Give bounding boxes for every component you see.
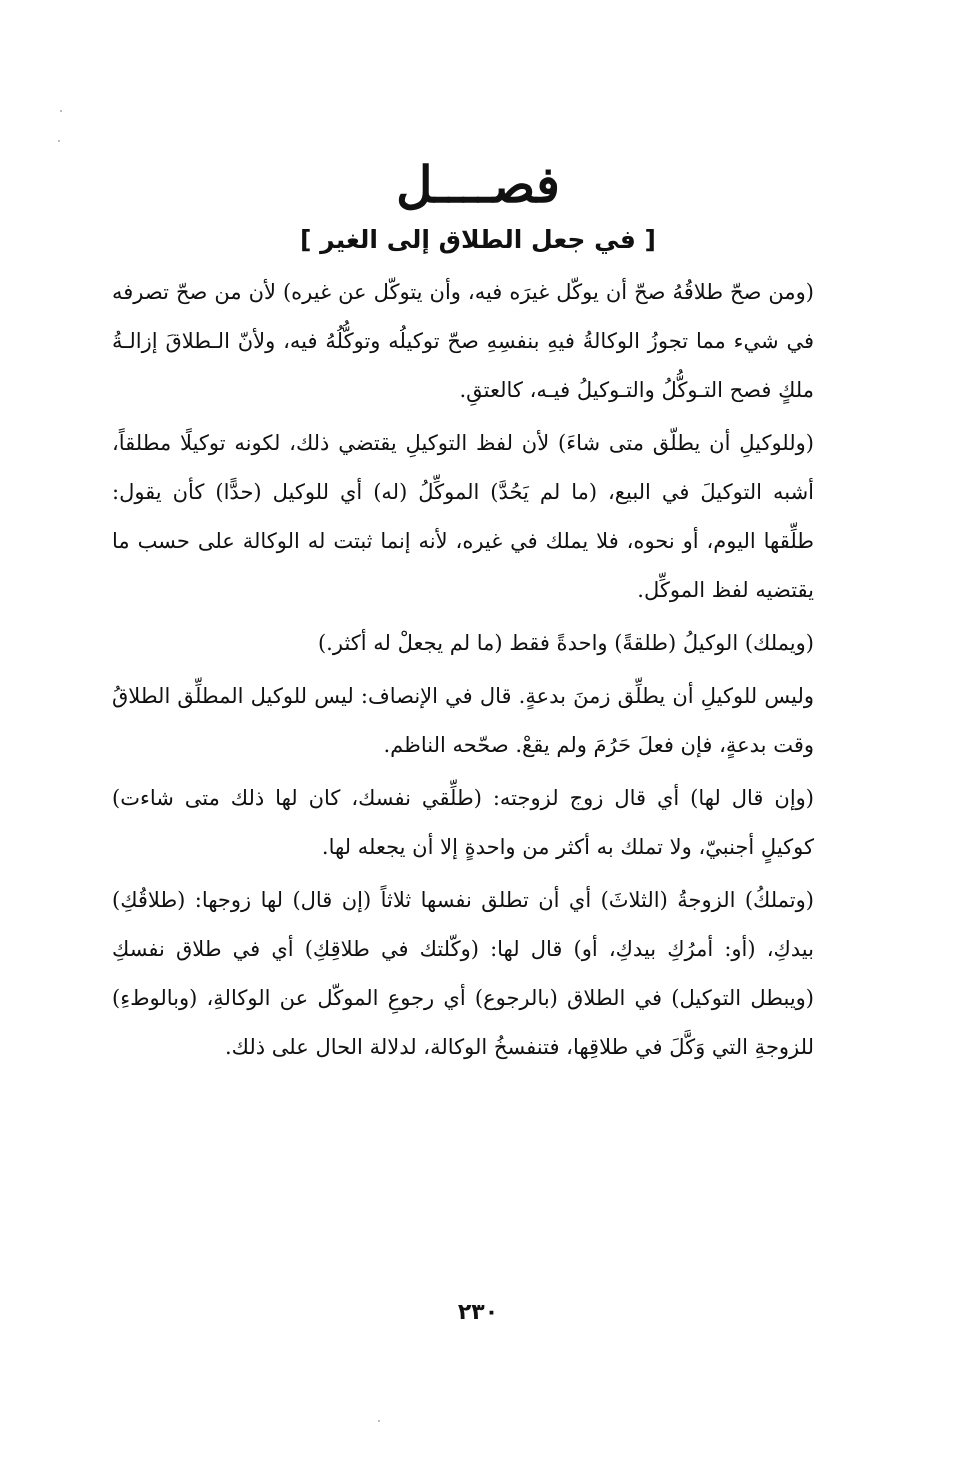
scan-speck — [60, 110, 62, 112]
paragraph: (وتملكُ) الزوجةُ (الثلاثَ) أي أن تطلق نفسها ثلاثاً (إن قال) لها زوجها: (طلاقُكِ) بيدكِ، (أو: أمرُكِ بيدكِ، أو) قال لها: (وكّلتك في طلاقِكِ) أي في طلاق نفسكِ (ويبطل التوكيل) في الطلاق (بالرجوع) أي رجوعِ الموكّل عن الوكالةِ، (وبالوطءِ) للزوجةِ التي وَكَّلَ في طلاقِها، فتنفسخُ الوكالة، لدلالة الحال على ذلك. — [112, 888, 814, 1059]
section-subtitle: [ في جعل الطلاق إلى الغير ] — [300, 225, 656, 254]
paragraph: (ومن صحّ طلاقُهُ صحّ أن يوكّل غيرَه فيه، وأن يتوكّل عن غيره) لأن من صحّ تصرفه في شيء مما تجوزُ الوكالةُ فيهِ بنفسِهِ صحّ توكيلُه وتوكُّلُهُ فيه، ولأنّ الـطلاقَ إزالـةُ ملكٍ فصح التـوكُّلُ والتـوكيلُ فيـه، كالعتقِ. — [112, 280, 814, 402]
page-number: ٢٣٠ — [457, 1300, 499, 1325]
paragraph: (وللوكيلِ أن يطلّق متى شاءَ) لأن لفظ التوكيلِ يقتضي ذلك، لكونه توكيلًا مطلقاً، أشبه التوكيلَ في البيع، (ما لم يَحُدَّ) الموكِّلُ (له) أي للوكيل (حدًّا) كأن يقول: طلِّقها اليوم، أو نحوه، فلا يملك في غيره، لأنه إنما ثبتت له الوكالة على حسب ما يقتضيه لفظ الموكِّل. — [112, 431, 814, 602]
paragraph: (وإن قال لها) أي قال زوج لزوجته: (طلِّقي نفسك، كان لها ذلك متى شاءت) كوكيلٍ أجنبيّ، ولا تملك به أكثر من واحدةٍ إلا أن يجعله لها. — [112, 786, 814, 859]
body-text — [112, 268, 814, 1076]
section-title: فصــــل — [396, 155, 560, 214]
paragraph: (ويملك) الوكيلُ (طلقةً) واحدةً فقط (ما لم يجعلْ له أكثر.) — [317, 631, 814, 655]
paragraph: وليس للوكيلِ أن يطلِّق زمنَ بدعةٍ. قال في الإنصاف: ليس للوكيل المطلِّق الطلاقُ وقت بدعةٍ، فإن فعلَ حَرُمَ ولم يقعْ. صحّحه الناظم. — [112, 684, 814, 757]
scan-speck — [378, 1420, 380, 1422]
scan-speck — [58, 140, 60, 142]
